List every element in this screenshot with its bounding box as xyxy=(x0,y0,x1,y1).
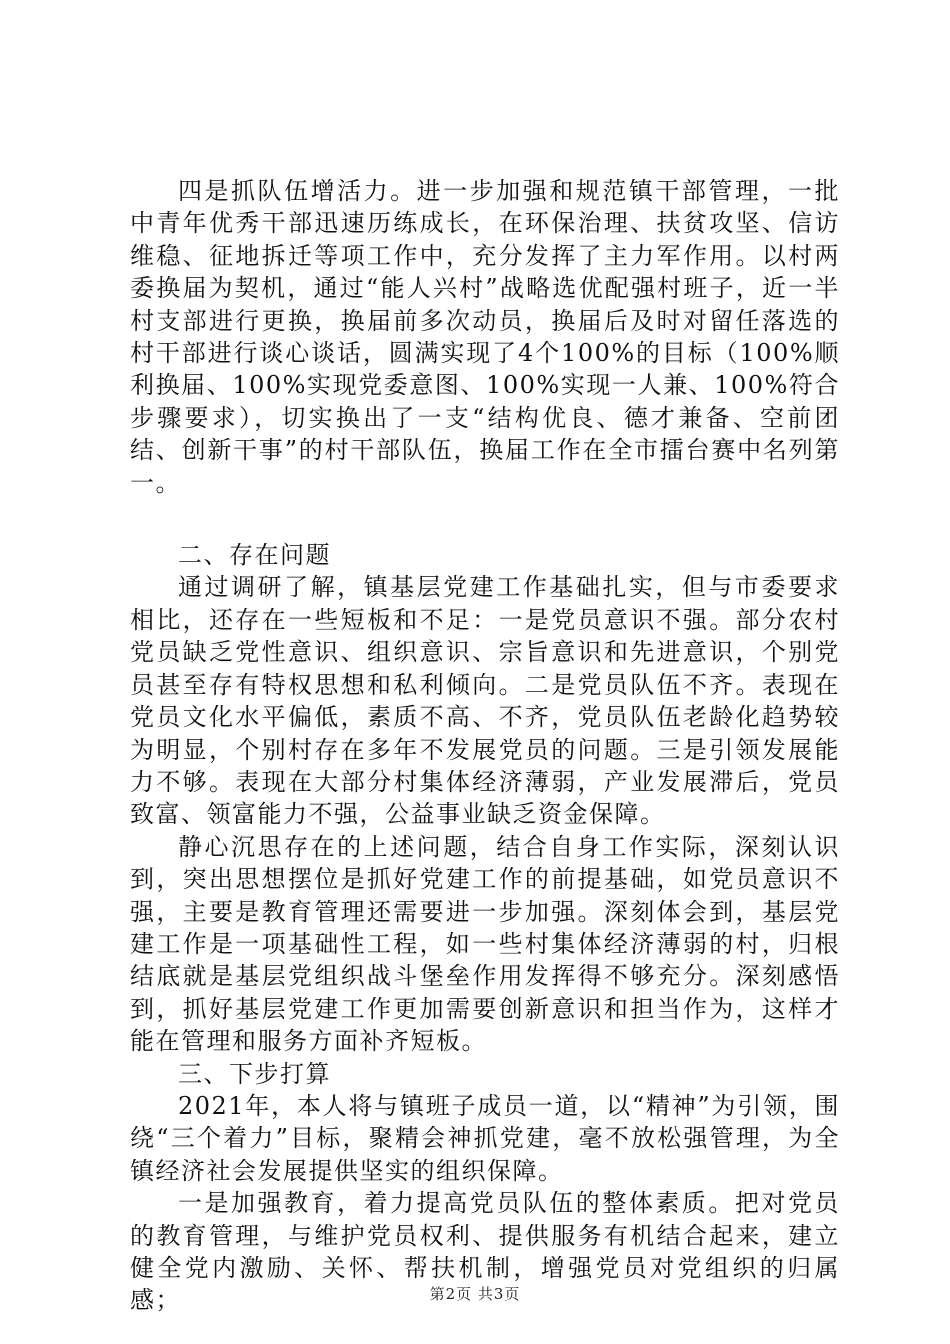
document-body xyxy=(130,175,840,1317)
paragraph-cadre-team: 四是抓队伍增活力。进一步加强和规范镇干部管理，一批中青年优秀干部迅速历练成长，在环保治理、扶贫攻坚、信访维稳、征地拆迁等项工作中，充分发挥了主力军作用。以村两委换届为契机，通过“能人兴村”战略选优配强村班子，近一半村支部进行更换，换届前多次动员，换届后及时对留任落选的村干部进行谈心谈话，圆满实现了4个100%的目标（100%顺利换届、100%实现党委意图、100%实现一人兼、100%符合步骤要求），切实换出了一支“结构优良、德才兼备、空前团结、创新干事”的村干部队伍，换届工作在全市擂台赛中名列第一。 xyxy=(130,177,840,497)
section-heading-next-steps: 三、下步打算 xyxy=(178,1059,331,1088)
paragraph-reflection: 静心沉思存在的上述问题，结合自身工作实际，深刻认识到，突出思想摆位是抓好党建工作的前提基础，如党员意识不强，主要是教育管理还需要进一步加强。深刻体会到，基层党建工作是一项基础性工程，如一些村集体经济薄弱的村，归根结底就是基层党组织战斗堡垒作用发挥得不够充分。深刻感悟到，抓好基层党建工作更加需要创新意识和担当作为，这样才能在管理和服务方面补齐短板。 xyxy=(130,832,840,1056)
section-heading-problems: 二、存在问题 xyxy=(178,541,331,570)
paragraph-education: 一是加强教育，着力提高党员队伍的整体素质。把对党员的教育管理，与维护党员权利、提供服务有机结合起来，建立健全党内激励、关怀、帮扶机制，增强党员对党组织的归属感； xyxy=(130,1189,840,1315)
page-number-footer: 第2页 共3页 xyxy=(429,1285,521,1303)
paragraph-problems: 通过调研了解，镇基层党建工作基础扎实，但与市委要求相比，还存在一些短板和不足：一是党员意识不强。部分农村党员缺乏党性意识、组织意识、宗旨意识和先进意识，个别党员甚至存有特权思想和私利倾向。二是党员队伍不齐。表现在党员文化水平偏低，素质不高、不齐，党员队伍老龄化趋势较为明显，个别村存在多年不发展党员的问题。三是引领发展能力不够。表现在大部分村集体经济薄弱，产业发展滞后，党员致富、领富能力不强，公益事业缺乏资金保障。 xyxy=(130,573,840,829)
paragraph-plan-2021: 2021年，本人将与镇班子成员一道，以“精神”为引领，围绕“三个着力”目标，聚精会神抓党建，毫不放松强管理，为全镇经济社会发展提供坚实的组织保障。 xyxy=(130,1091,840,1185)
